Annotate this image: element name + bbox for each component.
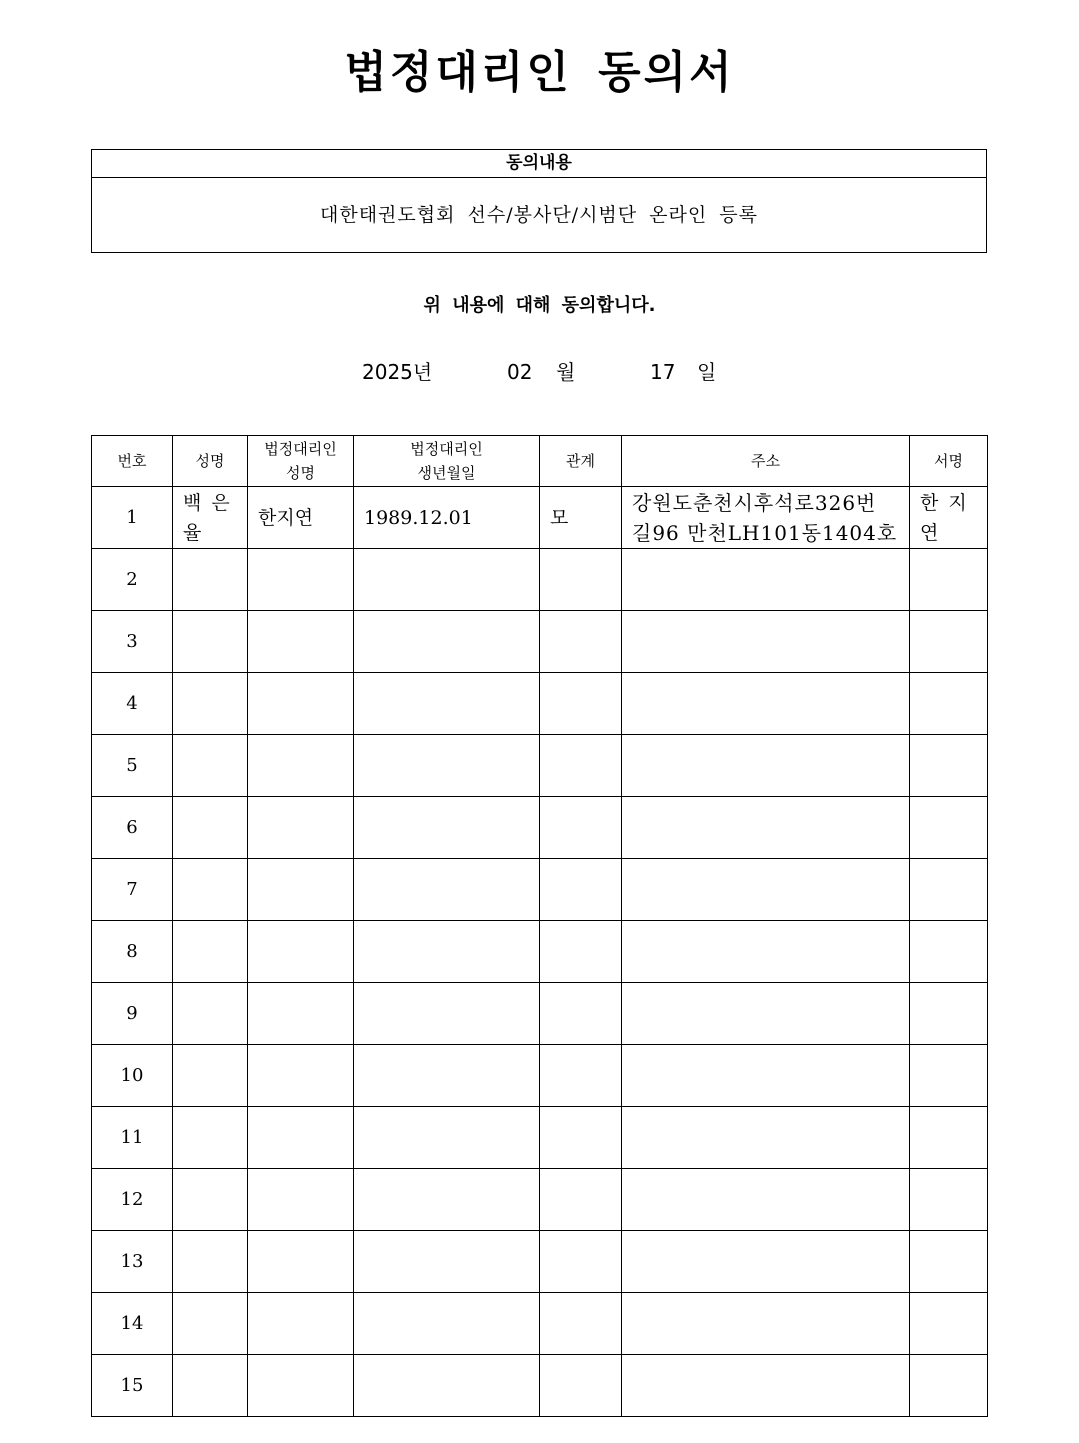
row-signature — [910, 1045, 988, 1107]
header-guardian-birth — [354, 436, 540, 487]
row-number: 13 — [92, 1231, 173, 1293]
row-guardian-birth — [354, 1355, 540, 1417]
table-row — [92, 797, 988, 859]
row-guardian-birth — [354, 549, 540, 611]
row-relation — [540, 983, 622, 1045]
row-relation — [540, 673, 622, 735]
row-guardian-birth — [354, 611, 540, 673]
header-relation: 관계 — [540, 436, 622, 487]
row-signature — [910, 549, 988, 611]
row-address — [622, 1355, 910, 1417]
row-number: 10 — [92, 1045, 173, 1107]
row-guardian-name — [248, 549, 354, 611]
row-guardian-name — [248, 611, 354, 673]
row-address — [622, 1293, 910, 1355]
row-address — [622, 487, 910, 549]
row-guardian-birth — [354, 1169, 540, 1231]
table-row — [92, 611, 988, 673]
table-row — [92, 1293, 988, 1355]
row-signature: 한지연 — [910, 487, 988, 549]
row-signature — [910, 611, 988, 673]
row-address — [622, 549, 910, 611]
row-name — [173, 983, 248, 1045]
header-address: 주소 — [622, 436, 910, 487]
row-guardian-name — [248, 859, 354, 921]
document-title: 법정대리인 동의서 — [344, 47, 735, 98]
row-relation — [540, 1169, 622, 1231]
row-signature — [910, 1355, 988, 1417]
agreement-statement: 위 내용에 대해 동의합니다. — [423, 295, 656, 316]
row-address-line1: 강원도춘천시후석로326번 — [632, 490, 877, 515]
table-row — [92, 1231, 988, 1293]
row-name — [173, 673, 248, 735]
row-number: 5 — [92, 735, 173, 797]
row-name — [173, 1231, 248, 1293]
row-relation — [540, 1231, 622, 1293]
table-row — [92, 673, 988, 735]
row-relation — [540, 797, 622, 859]
row-relation — [540, 1045, 622, 1107]
header-signature: 서명 — [910, 436, 988, 487]
row-name — [173, 1045, 248, 1107]
consent-content-box — [91, 149, 987, 253]
date-month-unit: 월 — [556, 360, 576, 384]
row-guardian-birth — [354, 983, 540, 1045]
row-signature — [910, 673, 988, 735]
row-guardian-birth — [354, 1107, 540, 1169]
row-signature — [910, 797, 988, 859]
table-row — [92, 735, 988, 797]
guardian-registration-table — [91, 435, 988, 1417]
row-relation — [540, 549, 622, 611]
row-guardian-name — [248, 1169, 354, 1231]
row-guardian-name — [248, 1045, 354, 1107]
row-guardian-name — [248, 983, 354, 1045]
table-row — [92, 859, 988, 921]
row-number: 7 — [92, 859, 173, 921]
row-number: 3 — [92, 611, 173, 673]
row-address — [622, 1107, 910, 1169]
row-number: 6 — [92, 797, 173, 859]
row-relation — [540, 735, 622, 797]
row-number: 9 — [92, 983, 173, 1045]
row-address — [622, 735, 910, 797]
row-name — [173, 549, 248, 611]
date-day: 17 — [650, 360, 676, 384]
date-year: 2025년 — [362, 360, 433, 384]
row-name: 백은율 — [173, 487, 248, 549]
row-name — [173, 1169, 248, 1231]
header-number: 번호 — [92, 436, 173, 487]
row-address — [622, 983, 910, 1045]
row-number: 15 — [92, 1355, 173, 1417]
row-relation — [540, 921, 622, 983]
row-relation: 모 — [540, 487, 622, 549]
header-guardian-birth-line1: 법정대리인 — [410, 440, 483, 458]
row-guardian-name — [248, 797, 354, 859]
row-signature — [910, 1293, 988, 1355]
row-address — [622, 611, 910, 673]
row-number: 1 — [92, 487, 173, 549]
row-guardian-birth — [354, 673, 540, 735]
header-guardian-name-line2: 성명 — [286, 464, 315, 482]
row-number: 8 — [92, 921, 173, 983]
table-row — [92, 549, 988, 611]
row-address — [622, 1045, 910, 1107]
row-relation — [540, 1107, 622, 1169]
row-signature — [910, 1169, 988, 1231]
header-guardian-birth-line2: 생년월일 — [417, 464, 476, 482]
row-signature — [910, 983, 988, 1045]
table-row — [92, 1045, 988, 1107]
row-relation — [540, 611, 622, 673]
row-number: 2 — [92, 549, 173, 611]
date-day-unit: 일 — [697, 360, 717, 384]
table-row — [92, 921, 988, 983]
row-address-line2: 길96 만천LH101동1404호 — [632, 520, 898, 545]
consent-header: 동의내용 — [92, 150, 986, 178]
row-guardian-name — [248, 1107, 354, 1169]
row-address — [622, 1169, 910, 1231]
row-number: 14 — [92, 1293, 173, 1355]
table-header-row — [92, 436, 988, 487]
row-guardian-birth — [354, 1045, 540, 1107]
row-relation — [540, 1355, 622, 1417]
row-address — [622, 797, 910, 859]
row-address — [622, 1231, 910, 1293]
row-address — [622, 673, 910, 735]
row-guardian-birth — [354, 797, 540, 859]
row-number: 12 — [92, 1169, 173, 1231]
row-name — [173, 735, 248, 797]
row-name — [173, 797, 248, 859]
row-guardian-name — [248, 1355, 354, 1417]
row-guardian-name — [248, 673, 354, 735]
consent-content: 대한태권도협회 선수/봉사단/시범단 온라인 등록 — [319, 204, 758, 226]
table-row — [92, 1169, 988, 1231]
header-name: 성명 — [173, 436, 248, 487]
row-name — [173, 1107, 248, 1169]
row-guardian-birth — [354, 1231, 540, 1293]
row-name — [173, 921, 248, 983]
row-address — [622, 859, 910, 921]
row-number: 11 — [92, 1107, 173, 1169]
row-name — [173, 859, 248, 921]
header-guardian-name — [248, 436, 354, 487]
row-relation — [540, 859, 622, 921]
table-row — [92, 487, 988, 549]
row-address — [622, 921, 910, 983]
row-guardian-name — [248, 1293, 354, 1355]
table-row — [92, 1107, 988, 1169]
table-row — [92, 1355, 988, 1417]
row-signature — [910, 735, 988, 797]
row-name — [173, 611, 248, 673]
row-guardian-name — [248, 735, 354, 797]
row-signature — [910, 1231, 988, 1293]
row-guardian-name: 한지연 — [248, 487, 354, 549]
row-guardian-birth: 1989.12.01 — [354, 487, 540, 549]
row-name — [173, 1293, 248, 1355]
row-guardian-birth — [354, 1293, 540, 1355]
row-relation — [540, 1293, 622, 1355]
row-signature — [910, 1107, 988, 1169]
row-guardian-birth — [354, 735, 540, 797]
header-guardian-name-line1: 법정대리인 — [264, 440, 337, 458]
row-guardian-name — [248, 1231, 354, 1293]
row-name — [173, 1355, 248, 1417]
row-guardian-name — [248, 921, 354, 983]
row-signature — [910, 921, 988, 983]
row-guardian-birth — [354, 859, 540, 921]
row-number: 4 — [92, 673, 173, 735]
table-row — [92, 983, 988, 1045]
date-month: 02 — [507, 360, 533, 384]
row-signature — [910, 859, 988, 921]
row-guardian-birth — [354, 921, 540, 983]
